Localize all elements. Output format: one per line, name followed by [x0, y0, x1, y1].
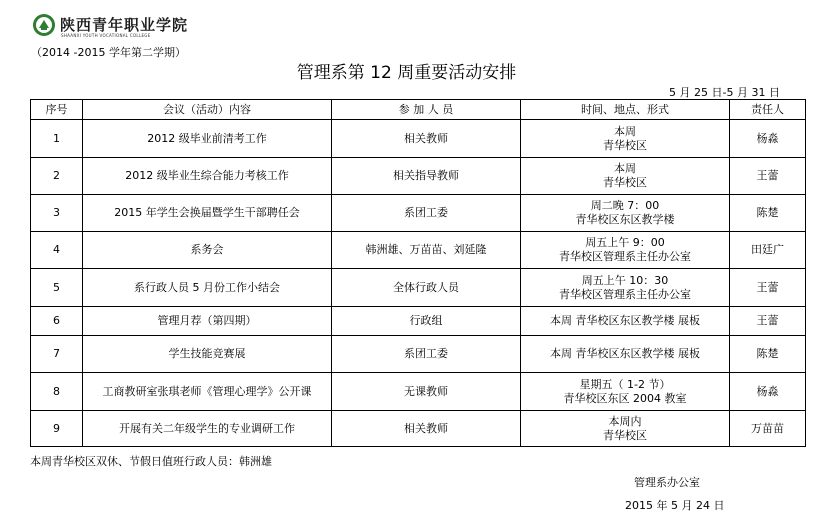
- responsible-person: 杨淼: [730, 373, 806, 411]
- participants: 相关指导教师: [332, 158, 521, 195]
- activity-content: 学生技能竞赛展: [83, 336, 332, 373]
- activity-place: 青华校区管理系主任办公室: [559, 250, 691, 263]
- duty-staff-note: 本周青华校区双休、节假日值班行政人员：韩洲雄: [30, 455, 272, 468]
- responsible-person: 杨淼: [730, 120, 806, 158]
- time-place: [521, 411, 730, 447]
- activity-place: 青华校区管理系主任办公室: [559, 287, 691, 301]
- participants: 韩洲雄、万苗苗、刘延隆: [332, 232, 521, 269]
- row-number: 7: [31, 336, 83, 373]
- activity-time: 周二晚 7：00: [590, 199, 660, 212]
- activity-content: 2012 级毕业前清考工作: [83, 120, 332, 158]
- responsible-person: 陈楚: [730, 336, 806, 373]
- issuing-office: 管理系办公室: [634, 476, 700, 489]
- activity-content: 管理月荐（第四期）: [83, 307, 332, 336]
- table-row: [31, 269, 806, 307]
- college-name: 陕西青年职业学院: [60, 16, 189, 34]
- activity-place: 青华校区: [603, 138, 647, 152]
- column-header-content: 会议（活动）内容: [83, 100, 332, 120]
- participants: 系团工委: [332, 195, 521, 232]
- participants: 行政组: [332, 307, 521, 336]
- time-place: [521, 120, 730, 158]
- time-place: [521, 269, 730, 307]
- responsible-person: 王蕾: [730, 158, 806, 195]
- activity-time: 本周内: [608, 414, 642, 428]
- row-number: 4: [31, 232, 83, 269]
- row-number: 8: [31, 373, 83, 411]
- activity-place: 青华校区: [603, 176, 647, 189]
- time-place: [521, 232, 730, 269]
- activity-time: 周五上午 10：30: [581, 273, 669, 287]
- activity-time: 星期五（ 1-2 节）: [579, 377, 671, 391]
- time-place: [521, 373, 730, 411]
- table-row: [31, 195, 806, 232]
- activity-content: 系务会: [83, 232, 332, 269]
- column-header-owner: 责任人: [730, 100, 806, 120]
- semester-label: （2014 -2015 学年第二学期）: [31, 46, 186, 59]
- time-place: 本周 青华校区东区教学楼 展板: [521, 307, 730, 336]
- activity-content: 开展有关二年级学生的专业调研工作: [83, 411, 332, 447]
- responsible-person: 田廷广: [730, 232, 806, 269]
- activity-content: 2012 级毕业生综合能力考核工作: [83, 158, 332, 195]
- activity-time: 周五上午 9：00: [585, 236, 665, 249]
- college-name-en: SHAANXI YOUTH VOCATIONAL COLLEGE: [61, 33, 151, 38]
- table-row: [31, 120, 806, 158]
- column-header-participants: 参 加 人 员: [332, 100, 521, 120]
- row-number: 9: [31, 411, 83, 447]
- participants: 相关教师: [332, 120, 521, 158]
- activity-content: 系行政人员 5 月份工作小结会: [83, 269, 332, 307]
- participants: 系团工委: [332, 336, 521, 373]
- activity-place: 青华校区东区 2004 教室: [563, 391, 687, 405]
- college-emblem-icon: [32, 13, 56, 37]
- date-range: 5 月 25 日-5 月 31 日: [669, 86, 780, 99]
- activity-time: 本周: [614, 162, 636, 175]
- participants: 相关教师: [332, 411, 521, 447]
- table-row: [31, 158, 806, 195]
- table-row: [31, 232, 806, 269]
- row-number: 6: [31, 307, 83, 336]
- table-row: [31, 336, 806, 373]
- responsible-person: 王蕾: [730, 307, 806, 336]
- row-number: 1: [31, 120, 83, 158]
- activity-time: 本周: [614, 124, 636, 138]
- column-header-no: 序号: [31, 100, 83, 120]
- activity-content: 2015 年学生会换届暨学生干部聘任会: [83, 195, 332, 232]
- activity-content: 工商教研室张琪老师《管理心理学》公开课: [83, 373, 332, 411]
- column-header-time-place: 时间、地点、形式: [521, 100, 730, 120]
- row-number: 3: [31, 195, 83, 232]
- activity-place: 青华校区东区教学楼: [575, 213, 675, 226]
- schedule-table: [30, 99, 806, 447]
- college-logo: [30, 10, 189, 40]
- table-row: [31, 411, 806, 447]
- table-row: [31, 373, 806, 411]
- participants: 全体行政人员: [332, 269, 521, 307]
- time-place: [521, 195, 730, 232]
- responsible-person: 陈楚: [730, 195, 806, 232]
- row-number: 2: [31, 158, 83, 195]
- responsible-person: 王蕾: [730, 269, 806, 307]
- time-place: 本周 青华校区东区教学楼 展板: [521, 336, 730, 373]
- activity-place: 青华校区: [603, 428, 647, 442]
- page-title: 管理系第 12 周重要活动安排: [296, 63, 517, 83]
- issue-date: 2015 年 5 月 24 日: [625, 499, 725, 512]
- table-header-row: [31, 100, 806, 120]
- responsible-person: 万苗苗: [730, 411, 806, 447]
- time-place: [521, 158, 730, 195]
- participants: 无课教师: [332, 373, 521, 411]
- row-number: 5: [31, 269, 83, 307]
- table-row: [31, 307, 806, 336]
